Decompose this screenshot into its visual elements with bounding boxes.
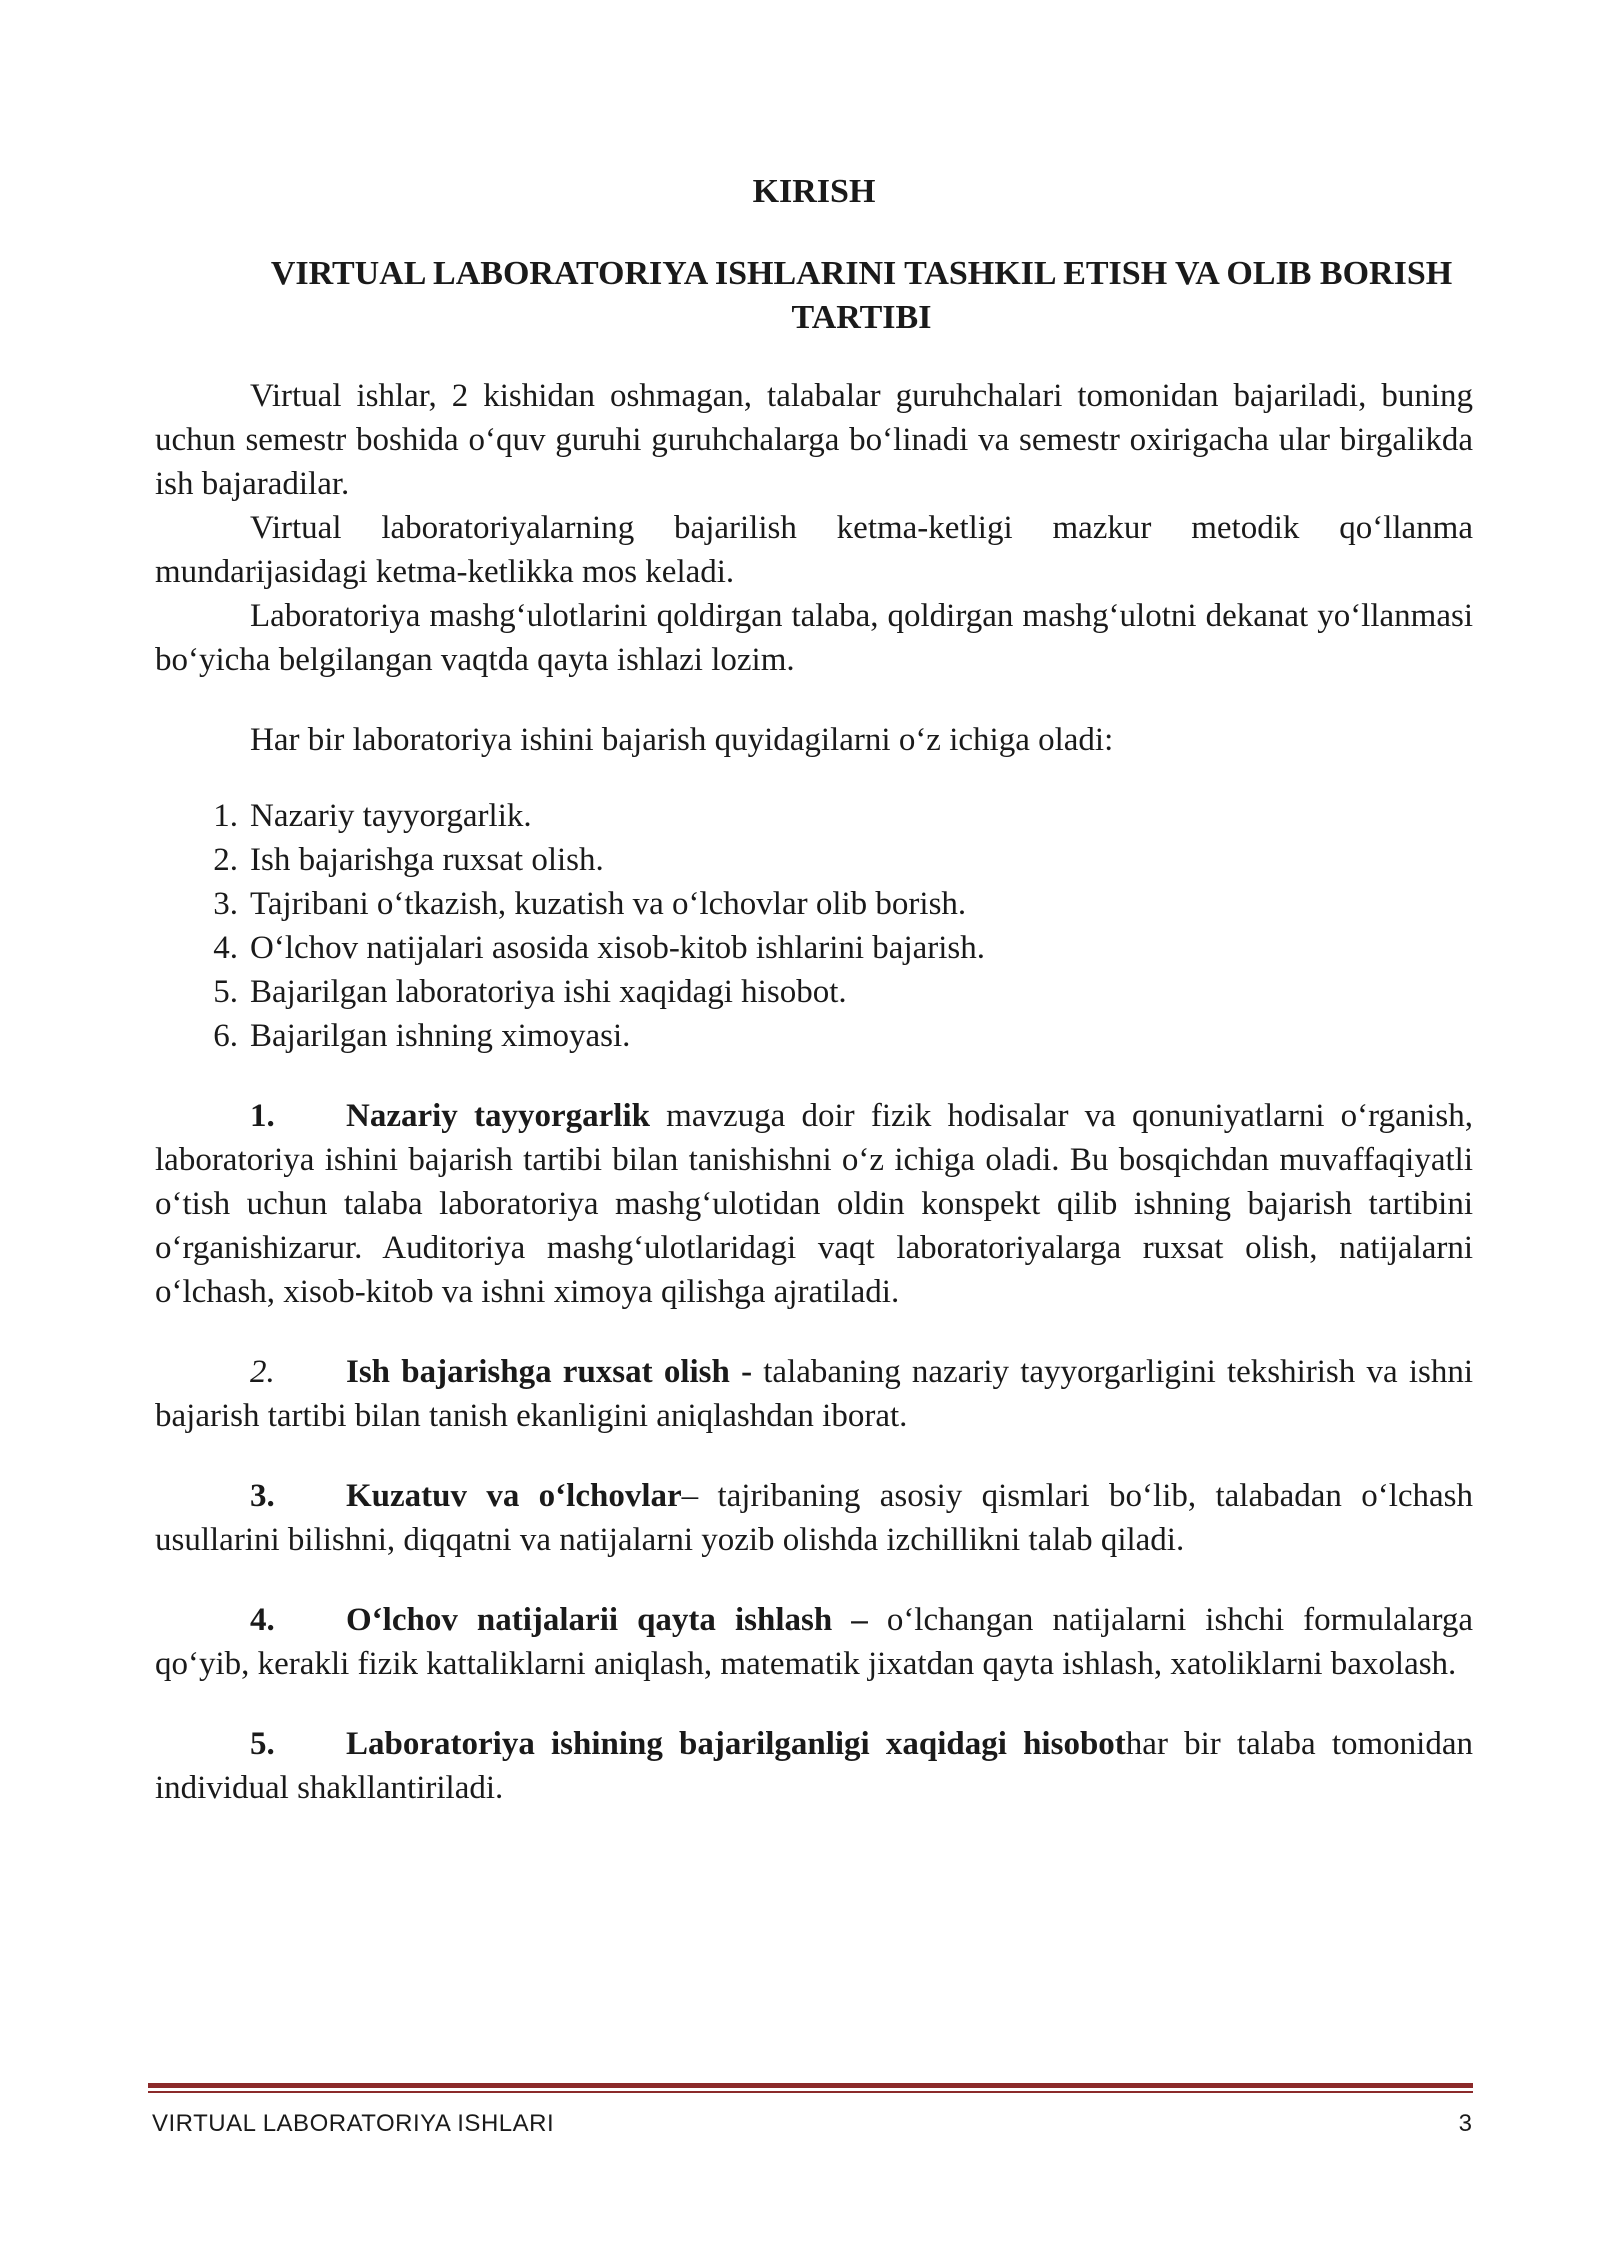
list-item-text: Tajribani o‘tkazish, kuzatish va o‘lchovlar olib borish.	[250, 886, 967, 922]
section-number: 4.	[250, 1602, 275, 1638]
list-item-number: 2.	[213, 842, 238, 878]
section-title: O‘lchov natijalarii qayta ishlash –	[346, 1602, 868, 1638]
steps-list	[155, 794, 1473, 1058]
section-paragraph	[155, 1094, 1473, 1314]
paragraph: Laboratoriya mashg‘ulotlarini qoldirgan talaba, qoldirgan mashg‘ulotni dekanat yo‘llanmasi bo‘yicha belgilangan vaqtda qayta ishlazi lozim.	[155, 598, 1473, 678]
list-item-number: 5.	[213, 974, 238, 1010]
list-item-text: O‘lchov natijalari asosida xisob-kitob ishlarini bajarish.	[250, 930, 986, 966]
footer-title: VIRTUAL LABORATORIYA ISHLARI	[152, 2110, 555, 2137]
list-item	[155, 838, 1473, 882]
section-number: 1.	[250, 1098, 275, 1134]
section-text: har bir talaba tomonidan individual shakllantiriladi.	[155, 1726, 1473, 1806]
page-content	[155, 170, 1473, 1810]
section-title: Kuzatuv va o‘lchovlar	[346, 1478, 682, 1514]
section-number: 3.	[250, 1478, 275, 1514]
list-item-number: 1.	[213, 798, 238, 834]
list-item	[155, 794, 1473, 838]
section-text: o‘lchangan natijalarni ishchi formulalarga qo‘yib, kerakli fizik kattaliklarni aniqlash, matematik jixatdan qayta ishlash, xatoliklarni baxolash.	[155, 1602, 1473, 1682]
section-title: Ish bajarishga ruxsat olish -	[346, 1354, 753, 1390]
paragraph: Virtual laboratoriyalarning bajarilish ketma-ketligi mazkur metodik qo‘llanma mundarijasidagi ketma-ketlikka mos keladi.	[155, 510, 1473, 590]
section-text: talabaning nazariy tayyorgarligini tekshirish va ishni bajarish tartibi bilan tanish ekanligini aniqlashdan iborat.	[155, 1354, 1473, 1434]
section-number: 5.	[250, 1726, 275, 1762]
list-item-text: Bajarilgan laboratoriya ishi xaqidagi hisobot.	[250, 974, 847, 1010]
section-paragraph	[155, 1598, 1473, 1686]
section-title: Laboratoriya ishining bajarilganligi xaqidagi hisobot	[346, 1726, 1126, 1762]
list-item	[155, 1014, 1473, 1058]
list-item-number: 4.	[213, 930, 238, 966]
section-paragraph	[155, 1722, 1473, 1810]
list-item-text: Ish bajarishga ruxsat olish.	[250, 842, 604, 878]
section-text: mavzuga doir fizik hodisalar va qonuniyatlarni o‘rganish, laboratoriya ishini bajarish tartibi bilan tanishishni o‘z ichiga oladi. Bu bosqichdan muvaffaqiyatli o‘tish uchun talaba laboratoriya mashg‘ulotidan oldin konspekt qilib ishning bajarish tartibini o‘rganishizarur. Auditoriya mashg‘ulotlaridagi vaqt laboratoriyalarga ruxsat olish, natijalarni o‘lchash, xisob-kitob va ishni ximoya qilishga ajratiladi.	[155, 1098, 1473, 1310]
section-paragraph	[155, 1474, 1473, 1562]
paragraph: Virtual ishlar, 2 kishidan oshmagan, talabalar guruhchalari tomonidan bajariladi, buning uchun semestr boshida o‘quv guruhi guruhchalarga bo‘linadi va semestr oxirigacha ular birgalikda ish bajaradilar.	[155, 378, 1473, 502]
list-item-number: 6.	[213, 1018, 238, 1054]
list-item	[155, 926, 1473, 970]
list-item	[155, 882, 1473, 926]
section-text: – tajribaning asosiy qismlari bo‘lib, talabadan o‘lchash usullarini bilishni, diqqatni va natijalarni yozib olishda izchillikni talab qiladi.	[155, 1478, 1474, 1558]
page-subheading: VIRTUAL LABORATORIYA ISHLARINI TASHKIL ETISH VA OLIB BORISH TARTIBI	[270, 255, 1453, 336]
list-item-text: Nazariy tayyorgarlik.	[250, 798, 532, 834]
paragraph-intro-list: Har bir laboratoriya ishini bajarish quyidagilarni o‘z ichiga oladi:	[250, 722, 1114, 758]
footer-rule-thin	[148, 2091, 1473, 2093]
page-number: 3	[1458, 2110, 1472, 2137]
section-title: Nazariy tayyorgarlik	[346, 1098, 650, 1134]
page-heading: KIRISH	[752, 173, 876, 210]
list-item-text: Bajarilgan ishning ximoyasi.	[250, 1018, 631, 1054]
footer-rule	[148, 2083, 1473, 2088]
list-item-number: 3.	[213, 886, 238, 922]
list-item	[155, 970, 1473, 1014]
section-number: 2.	[250, 1354, 275, 1390]
section-paragraph	[155, 1350, 1473, 1438]
